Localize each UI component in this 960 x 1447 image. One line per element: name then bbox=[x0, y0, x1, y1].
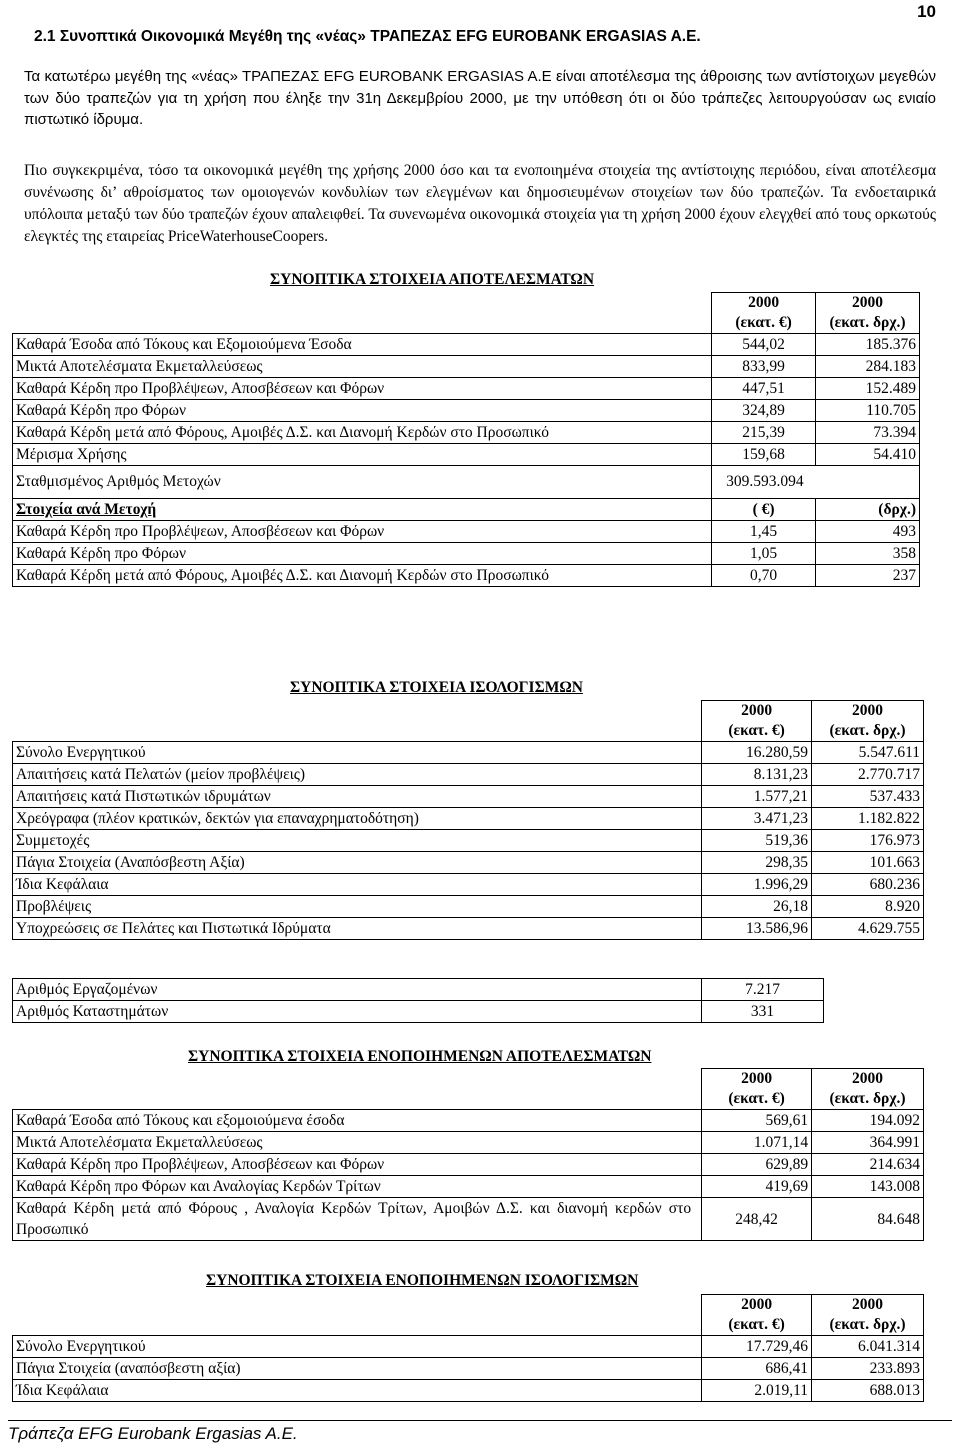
row-drx: 84.648 bbox=[812, 1198, 924, 1241]
balance-col1-year: 2000 bbox=[741, 702, 773, 719]
row-value: 7.217 bbox=[702, 979, 824, 1001]
row-label: Αριθμός Καταστημάτων bbox=[13, 1001, 702, 1023]
balance-col2-header bbox=[812, 701, 924, 742]
per-share-unit-drx: (δρχ.) bbox=[816, 499, 920, 521]
row-eur: 833,99 bbox=[712, 356, 816, 378]
row-drx: 6.041.314 bbox=[812, 1336, 924, 1358]
row-drx: 493 bbox=[816, 521, 920, 543]
row-drx: 537.433 bbox=[812, 786, 924, 808]
row-eur: 1.071,14 bbox=[702, 1132, 812, 1154]
cons-results-col2-unit: (εκατ. δρχ.) bbox=[829, 1090, 906, 1107]
balance-header-row bbox=[13, 701, 924, 742]
results-col1-unit: (εκατ. €) bbox=[735, 314, 792, 331]
page-number: 10 bbox=[917, 2, 936, 21]
detail-paragraph: Πιο συγκεκριμένα, τόσο τα οικονομικά μεγέθη της χρήσης 2000 όσο και τα ενοποιημένα στοιχεία της αντίστοιχης περιόδου, είναι αποτέλεσμα συνένωσης δι’ αθροίσματος των ομοιογενών κονδυλίων των ελεγμένων και δημοσιευμένων στοιχείων των δύο τραπεζών. Τα ενδοεταιρικά υπόλοιπα μεταξύ των δύο τραπεζών έχουν απαλειφθεί. Τα συνενωμένα οικονομικά στοιχεία για τη χρήση 2000 έχουν ελεγχθεί από τους ορκωτούς ελεγκτές της εταιρείας PriceWaterhouseCoopers. bbox=[24, 162, 936, 245]
row-label: Καθαρά Κέρδη μετά από Φόρους, Αμοιβές Δ.Σ. και Διανομή Κερδών στο Προσωπικό bbox=[13, 422, 712, 444]
table-row bbox=[13, 1198, 924, 1241]
row-eur: 686,41 bbox=[702, 1358, 812, 1380]
table-row bbox=[13, 521, 920, 543]
cons-results-col1-unit: (εκατ. €) bbox=[728, 1090, 785, 1107]
table-row bbox=[13, 1154, 924, 1176]
row-eur: 2.019,11 bbox=[702, 1380, 812, 1402]
row-drx: 4.629.755 bbox=[812, 918, 924, 940]
results-col2-year: 2000 bbox=[852, 294, 884, 311]
row-drx: 2.770.717 bbox=[812, 764, 924, 786]
table-row bbox=[13, 852, 924, 874]
table-row bbox=[13, 742, 924, 764]
row-drx: 237 bbox=[816, 565, 920, 587]
intro-paragraph: Τα κατωτέρω μεγέθη της «νέας» ΤΡΑΠΕΖΑΣ EFG EUROBANK ERGASIAS A.E είναι αποτέλεσμα της άθροισης των αντίστοιχων μεγεθών των δύο τραπεζών για τη χρήση που έληξε την 31η Δεκεμβρίου 2000, με την υπόθεση ότι οι δύο τράπεζες λειτουργούσαν ως ενιαίο πιστωτικό ίδρυμα. bbox=[24, 68, 936, 128]
table-row bbox=[13, 1001, 824, 1023]
results-col1-header bbox=[712, 293, 816, 334]
results-table bbox=[12, 292, 920, 587]
table-row bbox=[13, 1176, 924, 1198]
row-label: Καθαρά Κέρδη μετά από Φόρους , Αναλογία Κερδών Τρίτων, Αμοιβών Δ.Σ. και διανομή κερδών στο Προσωπικό bbox=[13, 1198, 702, 1241]
row-label: Υποχρεώσεις σε Πελάτες και Πιστωτικά Ιδρύματα bbox=[13, 918, 702, 940]
row-drx: 233.893 bbox=[812, 1358, 924, 1380]
row-label: Καθαρά Κέρδη προ Φόρων και Αναλογίας Κερδών Τρίτων bbox=[13, 1176, 702, 1198]
row-label: Ίδια Κεφάλαια bbox=[13, 874, 702, 896]
row-label: Μέρισμα Χρήσης bbox=[13, 444, 712, 466]
results-header-row bbox=[13, 293, 920, 334]
row-label: Καθαρά Έσοδα από Τόκους και εξομοιούμενα έσοδα bbox=[13, 1110, 702, 1132]
table-row bbox=[13, 896, 924, 918]
row-label: Σύνολο Ενεργητικού bbox=[13, 742, 702, 764]
row-drx: 358 bbox=[816, 543, 920, 565]
row-eur: 8.131,23 bbox=[702, 764, 812, 786]
row-label: Σύνολο Ενεργητικού bbox=[13, 1336, 702, 1358]
row-label: Καθαρά Κέρδη προ Φόρων bbox=[13, 543, 712, 565]
cons-balance-col1-year: 2000 bbox=[741, 1296, 773, 1313]
row-drx: 364.991 bbox=[812, 1132, 924, 1154]
row-value: 331 bbox=[702, 1001, 824, 1023]
row-label: Καθαρά Κέρδη μετά από Φόρους, Αμοιβές Δ.Σ. και Διανομή Κερδών στο Προσωπικό bbox=[13, 565, 712, 587]
row-eur: 159,68 bbox=[712, 444, 816, 466]
row-drx: 284.183 bbox=[816, 356, 920, 378]
cons-balance-col1-unit: (εκατ. €) bbox=[728, 1316, 785, 1333]
cons-results-title: ΣΥΝΟΠΤΙΚΑ ΣΤΟΙΧΕΙΑ ΕΝΟΠΟΙΗΜΕΝΩΝ ΑΠΟΤΕΛΕΣΜΑΤΩΝ bbox=[188, 1048, 652, 1065]
row-label: Σταθμισμένος Αριθμός Μετοχών bbox=[13, 466, 712, 499]
cons-results-col2-year: 2000 bbox=[852, 1070, 884, 1087]
row-shares-value: 309.593.094 bbox=[712, 466, 920, 499]
row-label: Καθαρά Κέρδη προ Προβλέψεων, Αποσβέσεων και Φόρων bbox=[13, 1154, 702, 1176]
balance-col2-unit: (εκατ. δρχ.) bbox=[829, 722, 906, 739]
row-eur: 16.280,59 bbox=[702, 742, 812, 764]
row-eur: 1.996,29 bbox=[702, 874, 812, 896]
row-eur: 1,05 bbox=[712, 543, 816, 565]
table-row bbox=[13, 565, 920, 587]
table-row bbox=[13, 979, 824, 1001]
table-row bbox=[13, 808, 924, 830]
row-label: Καθαρά Κέρδη προ Προβλέψεων, Αποσβέσεων και Φόρων bbox=[13, 521, 712, 543]
cons-balance-col2-header bbox=[812, 1295, 924, 1336]
table-row bbox=[13, 1380, 924, 1402]
row-label: Καθαρά Κέρδη προ Προβλέψεων, Αποσβέσεων και Φόρων bbox=[13, 378, 712, 400]
cons-results-table bbox=[12, 1068, 924, 1241]
table-row bbox=[13, 830, 924, 852]
row-eur: 569,61 bbox=[702, 1110, 812, 1132]
row-drx: 5.547.611 bbox=[812, 742, 924, 764]
results-col2-header bbox=[816, 293, 920, 334]
results-col2-unit: (εκατ. δρχ.) bbox=[829, 314, 906, 331]
row-drx: 194.092 bbox=[812, 1110, 924, 1132]
row-label: Αριθμός Εργαζομένων bbox=[13, 979, 702, 1001]
row-label: Μικτά Αποτελέσματα Εκμεταλλεύσεως bbox=[13, 1132, 702, 1154]
results-col1-year: 2000 bbox=[748, 294, 780, 311]
table-row bbox=[13, 466, 920, 499]
table-row bbox=[13, 400, 920, 422]
cons-results-col2-header bbox=[812, 1069, 924, 1110]
row-drx: 143.008 bbox=[812, 1176, 924, 1198]
row-label: Απαιτήσεις κατά Πιστωτικών ιδρυμάτων bbox=[13, 786, 702, 808]
table-row bbox=[13, 444, 920, 466]
per-share-unit-eur: ( €) bbox=[712, 499, 816, 521]
row-label: Πάγια Στοιχεία (Αναπόσβεστη Αξία) bbox=[13, 852, 702, 874]
row-eur: 519,36 bbox=[702, 830, 812, 852]
table-row bbox=[13, 786, 924, 808]
balance-title: ΣΥΝΟΠΤΙΚΑ ΣΤΟΙΧΕΙΑ ΙΣΟΛΟΓΙΣΜΩΝ bbox=[290, 679, 583, 696]
row-drx: 185.376 bbox=[816, 334, 920, 356]
cons-balance-header-row bbox=[13, 1295, 924, 1336]
balance-col2-year: 2000 bbox=[852, 702, 884, 719]
row-eur: 544,02 bbox=[712, 334, 816, 356]
table-row bbox=[13, 1358, 924, 1380]
row-eur: 17.729,46 bbox=[702, 1336, 812, 1358]
row-drx: 152.489 bbox=[816, 378, 920, 400]
cons-balance-col1-header bbox=[702, 1295, 812, 1336]
balance-table bbox=[12, 700, 924, 940]
table-row bbox=[13, 543, 920, 565]
row-label: Απαιτήσεις κατά Πελατών (μείον προβλέψεις) bbox=[13, 764, 702, 786]
table-row bbox=[13, 874, 924, 896]
row-label: Καθαρά Κέρδη προ Φόρων bbox=[13, 400, 712, 422]
table-row bbox=[13, 1336, 924, 1358]
row-eur: 629,89 bbox=[702, 1154, 812, 1176]
cons-balance-col2-unit: (εκατ. δρχ.) bbox=[829, 1316, 906, 1333]
row-eur: 1,45 bbox=[712, 521, 816, 543]
row-eur: 13.586,96 bbox=[702, 918, 812, 940]
footer-rule bbox=[8, 1420, 952, 1421]
staff-table bbox=[12, 978, 824, 1023]
cons-balance-col2-year: 2000 bbox=[852, 1296, 884, 1313]
cons-results-col1-header bbox=[702, 1069, 812, 1110]
table-row bbox=[13, 378, 920, 400]
row-label: Προβλέψεις bbox=[13, 896, 702, 918]
balance-col1-unit: (εκατ. €) bbox=[728, 722, 785, 739]
row-drx: 8.920 bbox=[812, 896, 924, 918]
row-eur: 248,42 bbox=[702, 1198, 812, 1241]
row-drx: 1.182.822 bbox=[812, 808, 924, 830]
table-row bbox=[13, 764, 924, 786]
results-title: ΣΥΝΟΠΤΙΚΑ ΣΤΟΙΧΕΙΑ ΑΠΟΤΕΛΕΣΜΑΤΩΝ bbox=[270, 271, 595, 288]
row-label: Ίδια Κεφάλαια bbox=[13, 1380, 702, 1402]
cons-results-header-row bbox=[13, 1069, 924, 1110]
row-eur: 215,39 bbox=[712, 422, 816, 444]
row-eur: 447,51 bbox=[712, 378, 816, 400]
per-share-label: Στοιχεία ανά Μετοχή bbox=[13, 499, 712, 521]
table-row bbox=[13, 356, 920, 378]
row-label: Πάγια Στοιχεία (αναπόσβεστη αξία) bbox=[13, 1358, 702, 1380]
row-label: Καθαρά Έσοδα από Τόκους και Εξομοιούμενα Έσοδα bbox=[13, 334, 712, 356]
balance-col1-header bbox=[702, 701, 812, 742]
table-row bbox=[13, 422, 920, 444]
footer-text: Τράπεζα EFG Eurobank Ergasias A.E. bbox=[8, 1424, 298, 1443]
table-row bbox=[13, 499, 920, 521]
row-eur: 1.577,21 bbox=[702, 786, 812, 808]
cons-results-col1-year: 2000 bbox=[741, 1070, 773, 1087]
row-drx: 101.663 bbox=[812, 852, 924, 874]
row-label: Χρεόγραφα (πλέον κρατικών, δεκτών για επαναχρηματοδότηση) bbox=[13, 808, 702, 830]
table-row bbox=[13, 1132, 924, 1154]
row-label: Συμμετοχές bbox=[13, 830, 702, 852]
table-row bbox=[13, 334, 920, 356]
row-eur: 324,89 bbox=[712, 400, 816, 422]
row-label: Μικτά Αποτελέσματα Εκμεταλλεύσεως bbox=[13, 356, 712, 378]
row-eur: 0,70 bbox=[712, 565, 816, 587]
row-drx: 214.634 bbox=[812, 1154, 924, 1176]
row-drx: 73.394 bbox=[816, 422, 920, 444]
row-eur: 419,69 bbox=[702, 1176, 812, 1198]
row-drx: 54.410 bbox=[816, 444, 920, 466]
row-drx: 176.973 bbox=[812, 830, 924, 852]
row-eur: 298,35 bbox=[702, 852, 812, 874]
table-row bbox=[13, 1110, 924, 1132]
row-drx: 688.013 bbox=[812, 1380, 924, 1402]
cons-balance-title: ΣΥΝΟΠΤΙΚΑ ΣΤΟΙΧΕΙΑ ΕΝΟΠΟΙΗΜΕΝΩΝ ΙΣΟΛΟΓΙΣΜΩΝ bbox=[206, 1272, 639, 1289]
table-row bbox=[13, 918, 924, 940]
row-drx: 110.705 bbox=[816, 400, 920, 422]
row-eur: 26,18 bbox=[702, 896, 812, 918]
section-heading: 2.1 Συνοπτικά Οικονομικά Μεγέθη της «νέας» ΤΡΑΠΕΖΑΣ EFG EUROBANK ERGASIAS A.E. bbox=[34, 28, 701, 45]
row-drx: 680.236 bbox=[812, 874, 924, 896]
row-eur: 3.471,23 bbox=[702, 808, 812, 830]
cons-balance-table bbox=[12, 1294, 924, 1402]
